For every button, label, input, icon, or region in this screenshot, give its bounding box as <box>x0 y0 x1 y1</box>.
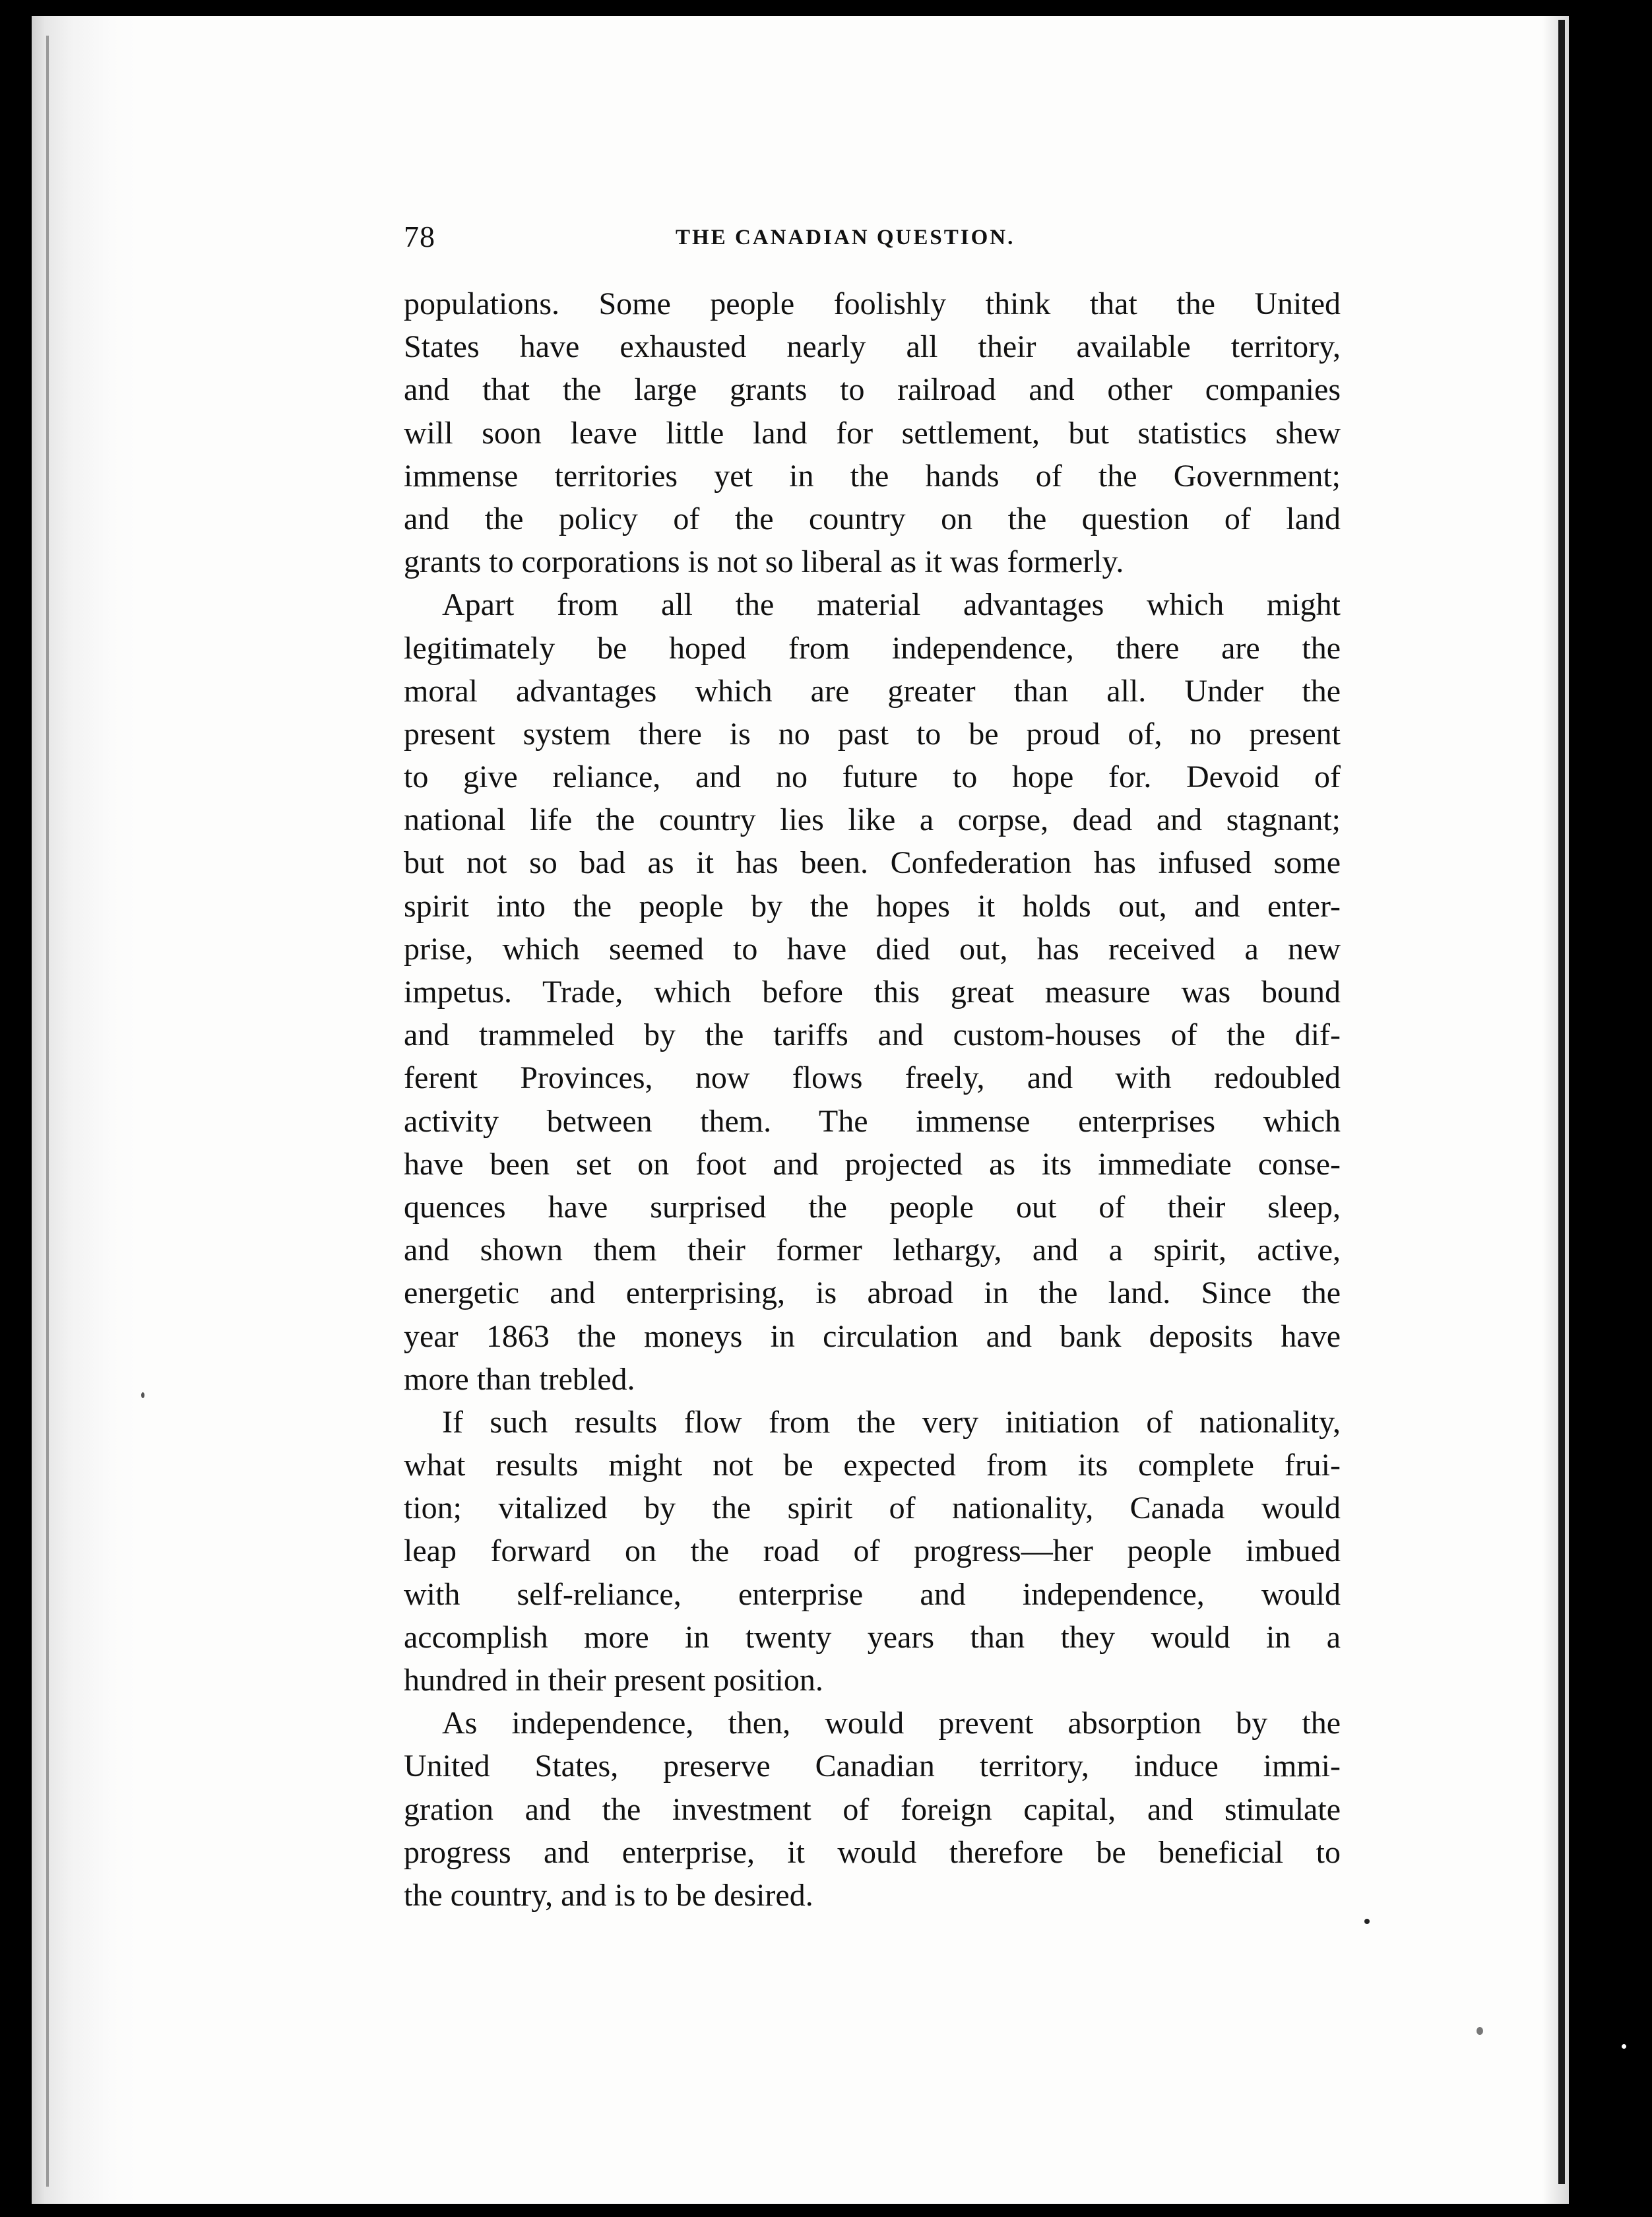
text-line: to give reliance, and no future to hope for. Devoid of <box>404 759 1341 795</box>
text-line: gration and the investment of foreign capital, and stimulate <box>404 1791 1341 1827</box>
text-line: and the policy of the country on the question of land <box>404 501 1341 536</box>
text-line: prise, which seemed to have died out, has received a new <box>404 931 1341 967</box>
text-line: impetus. Trade, which before this great measure was bound <box>404 975 1341 1010</box>
text-line: United States, preserve Canadian territory, induce immi- <box>404 1749 1341 1784</box>
text-line: and trammeled by the tariffs and custom-houses of the dif- <box>404 1017 1341 1053</box>
gutter-line <box>46 36 49 2187</box>
text-line: what results might not be expected from its complete frui- <box>404 1448 1341 1483</box>
text-line: immense territories yet in the hands of the Government; <box>404 458 1341 494</box>
text-line: moral advantages which are greater than all. Under the <box>404 673 1341 709</box>
page-header <box>404 219 1341 265</box>
right-border-rule <box>1558 20 1565 2184</box>
page-right-edge <box>1542 16 1569 2204</box>
text-line: have been set on foot and projected as its immediate conse- <box>404 1146 1341 1182</box>
text-line: with self-reliance, enterprise and independence, would <box>404 1576 1341 1612</box>
text-line: spirit into the people by the hopes it holds out, and enter- <box>404 888 1341 924</box>
text-line: If such results flow from the very initiation of nationality, <box>442 1404 1341 1440</box>
paragraph <box>404 1702 1341 1917</box>
text-line: progress and enterprise, it would therefore be beneficial to <box>404 1834 1341 1870</box>
text-line: tion; vitalized by the spirit of nationality, Canada would <box>404 1491 1341 1526</box>
paragraph <box>404 1401 1341 1702</box>
text-line: hundred in their present position. <box>404 1663 823 1698</box>
text-line: more than trebled. <box>404 1361 635 1397</box>
text-line: the country, and is to be desired. <box>404 1877 813 1913</box>
running-title: THE CANADIAN QUESTION. <box>676 226 1015 249</box>
scan-speck <box>1622 2044 1626 2049</box>
text-line: and shown them their former lethargy, and a spirit, active, <box>404 1233 1341 1268</box>
text-line: Apart from all the material advantages which might <box>442 587 1341 623</box>
paragraph <box>404 583 1341 1401</box>
text-line: energetic and enterprising, is abroad in the land. Since the <box>404 1275 1341 1311</box>
text-line: will soon leave little land for settlement, but statistics shew <box>404 415 1341 451</box>
text-line: legitimately be hoped from independence, there are the <box>404 630 1341 666</box>
text-line: activity between them. The immense enterprises which <box>404 1103 1341 1139</box>
text-line: ferent Provinces, now flows freely, and with redoubled <box>404 1060 1341 1096</box>
text-line: populations. Some people foolishly think that the United <box>404 286 1341 321</box>
text-line: leap forward on the road of progress—her people imbued <box>404 1533 1341 1569</box>
scan-speck <box>141 1392 144 1398</box>
text-line: quences have surprised the people out of their sleep, <box>404 1189 1341 1225</box>
text-line: As independence, then, would prevent absorption by the <box>442 1706 1341 1741</box>
text-line: States have exhausted nearly all their available territory, <box>404 329 1341 365</box>
text-line: grants to corporations is not so liberal as it was formerly. <box>404 544 1124 580</box>
page-number: 78 <box>404 220 435 253</box>
scan-speck <box>1364 1919 1370 1924</box>
text-line: year 1863 the moneys in circulation and bank deposits have <box>404 1318 1341 1354</box>
text-line: accomplish more in twenty years than they would in a <box>404 1619 1341 1655</box>
body-text <box>404 282 1341 1917</box>
text-line: national life the country lies like a corpse, dead and stagnant; <box>404 802 1341 838</box>
text-line: present system there is no past to be proud of, no present <box>404 716 1341 752</box>
scan-speck <box>1477 2027 1483 2035</box>
paragraph <box>404 282 1341 583</box>
text-line: but not so bad as it has been. Confederation has infused some <box>404 845 1341 881</box>
text-line: and that the large grants to railroad and other companies <box>404 372 1341 408</box>
